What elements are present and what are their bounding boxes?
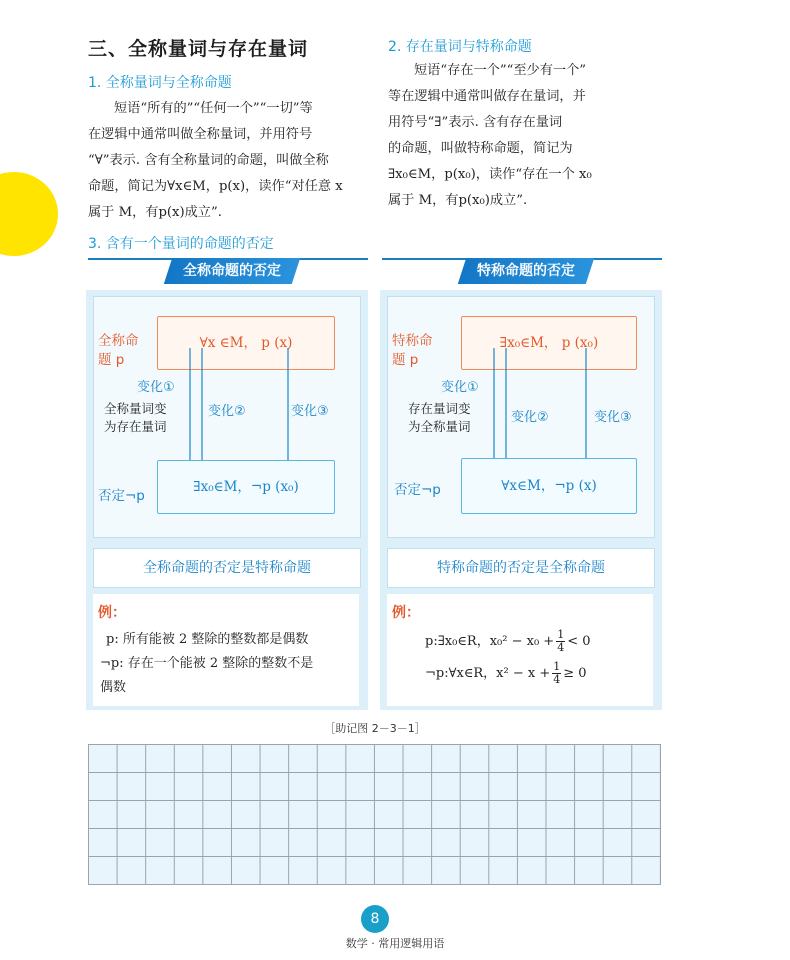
example-notp-text: ¬p:∀x∈R，x² − x + [425,666,551,681]
note-line: 存在量词变 [408,401,471,416]
fraction-numerator: 1 [553,660,561,673]
right-negation-label: 否定¬p [394,482,441,498]
fraction-denominator: 4 [557,641,565,654]
existential-paragraph [388,58,663,214]
top-formula: ∃x₀∈M， p (x₀) [499,335,599,351]
right-variation-2: 变化② [511,410,549,425]
left-conclusion: 全称命题的否定是特称命题 [93,548,361,588]
figure-caption: ［助记图 2－3－1］ [324,722,426,735]
universal-paragraph [88,96,368,226]
label-line: 全称命 [98,333,139,349]
para-line: 属于 M，有p(x₀)成立”. [388,193,528,208]
footer-text: 数学 · 常用逻辑用语 [345,937,445,950]
left-variation-2: 变化② [208,404,246,419]
para-line: 短语“所有的”“任何一个”“一切”等 [114,101,313,116]
example-notp-cont: 偶数 [100,680,127,695]
label-line: 特称命 [392,333,433,349]
example-p-text: p:∃x₀∈R，x₀² − x₀ + [425,634,555,649]
section-title: 三、全称量词与存在量词 [88,38,309,60]
bottom-formula: ∀x∈M，¬p (x) [501,478,597,494]
para-line: 短语“存在一个”“至少有一个” [414,63,587,78]
para-line: 属于 M，有p(x)成立”. [88,205,222,220]
left-negation-label: 否定¬p [98,488,145,504]
right-variation-1: 变化① [441,380,479,395]
fraction-numerator: 1 [557,628,565,641]
right-example-label: 例： [392,605,420,621]
label-line: 题 p [98,352,125,368]
banner-universal-negation [164,258,300,284]
para-line: ∃x₀∈M，p(x₀)，读作“存在一个 x₀ [388,167,592,182]
example-p [425,626,650,658]
left-note [104,400,167,436]
note-line: 为全称量词 [408,419,471,434]
para-line: “∀”表示. 含有全称量词的命题，叫做全称 [88,153,329,168]
right-bottom-formula-box [461,458,637,514]
fraction [556,629,565,654]
top-formula: ∀x ∈M， p (x) [199,335,293,351]
para-line: 命题，简记为∀x∈M，p(x)，读作“对任意 x [88,179,343,194]
yellow-marker [0,172,58,256]
subtitle-negation: 3. 含有一个量词的命题的否定 [88,236,274,252]
para-line: 在逻辑中通常叫做全称量词，并用符号 [88,127,313,142]
bottom-formula: ∃x₀∈M，¬p (x₀) [193,479,299,495]
example-p-tail: < 0 [567,634,591,649]
left-example-label: 例： [98,605,126,621]
banner-text: 全称命题的否定 [183,263,281,279]
right-variation-3: 变化③ [594,410,632,425]
fraction-denominator: 4 [553,673,561,686]
right-note [408,400,471,436]
left-bottom-formula-box [157,460,335,514]
label-line: 题 p [392,352,419,368]
notes-grid [88,744,661,885]
para-line: 用符号“∃”表示. 含有存在量词 [388,115,563,130]
note-line: 为存在量词 [104,419,167,434]
left-example [100,628,356,700]
example-notp [425,658,650,690]
para-line: 的命题，叫做特称命题，简记为 [388,141,573,156]
example-p: p: 所有能被 2 整除的整数都是偶数 [106,632,309,647]
subtitle-universal: 1. 全称量词与全称命题 [88,75,232,91]
right-example [425,626,650,690]
left-variation-1: 变化① [137,380,175,395]
subtitle-existential: 2. 存在量词与特称命题 [388,39,532,55]
banner-existential-negation [458,258,594,284]
left-variation-3: 变化③ [291,404,329,419]
page-number: 8 [361,905,389,933]
example-notp: ¬p: 存在一个能被 2 整除的整数不是 [100,656,314,671]
fraction [552,661,561,686]
para-line: 等在逻辑中通常叫做存在量词，并 [388,89,586,104]
note-line: 全称量词变 [104,401,167,416]
banner-text: 特称命题的否定 [477,263,575,279]
right-conclusion: 特称命题的否定是全称命题 [387,548,655,588]
example-notp-tail: ≥ 0 [563,666,587,681]
